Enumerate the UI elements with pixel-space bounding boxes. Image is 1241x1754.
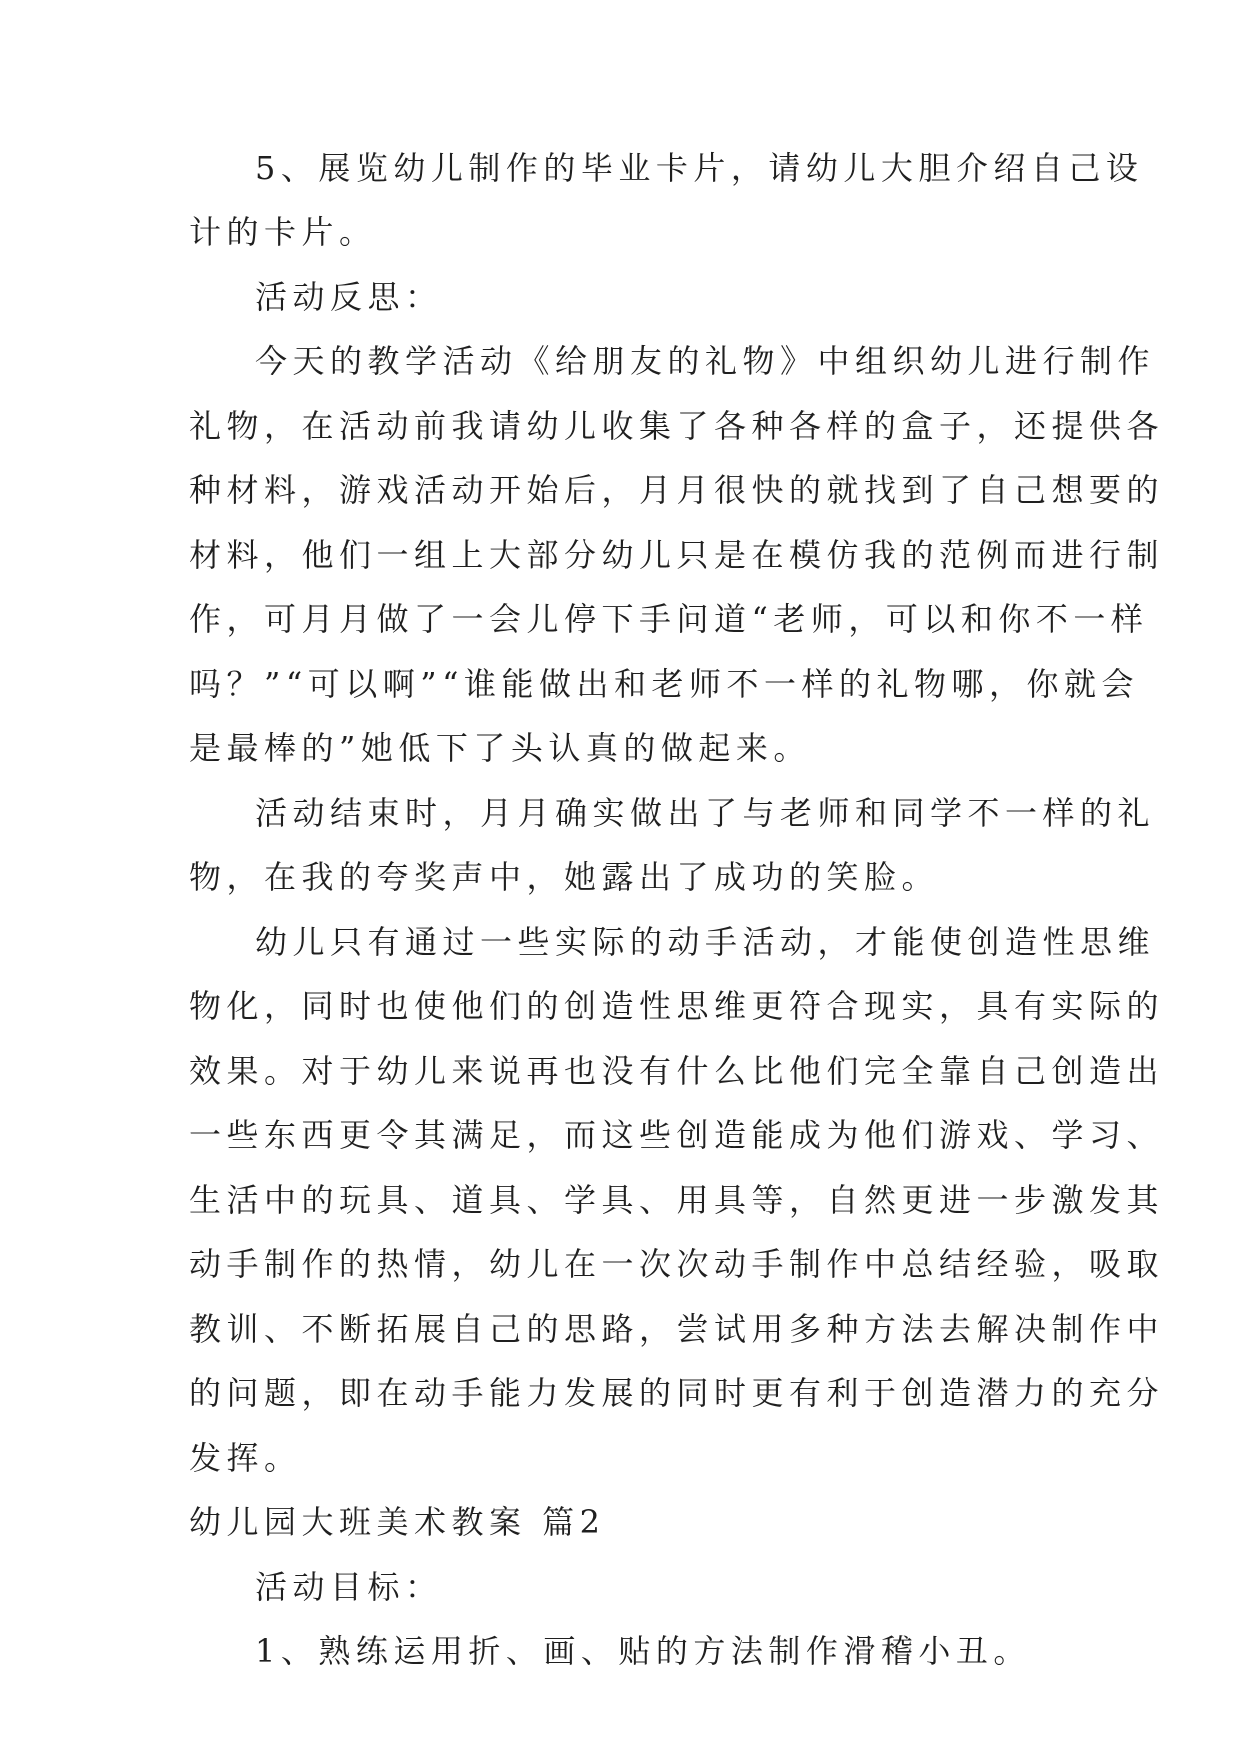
- paragraph-line: 的问题，即在动手能力发展的同时更有利于创造潜力的充分: [189, 1374, 1165, 1412]
- paragraph-line: 作，可月月做了一会儿停下手问道“老师，可以和你不一样: [189, 600, 1149, 638]
- paragraph-line: 礼物，在活动前我请幼儿收集了各种各样的盒子，还提供各: [189, 407, 1165, 445]
- paragraph-line: 动手制作的热情，幼儿在一次次动手制作中总结经验，吸取: [189, 1245, 1165, 1283]
- paragraph-line: 幼儿只有通过一些实际的动手活动，才能使创造性思维: [255, 923, 1156, 961]
- paragraph-line: 吗？”“可以啊”“谁能做出和老师不一样的礼物哪，你就会: [189, 665, 1139, 703]
- paragraph-line: 活动结束时，月月确实做出了与老师和同学不一样的礼: [255, 794, 1156, 832]
- paragraph-line: 一些东西更令其满足，而这些创造能成为他们游戏、学习、: [189, 1116, 1165, 1154]
- paragraph-line: 物，在我的夸奖声中，她露出了成功的笑脸。: [189, 858, 940, 896]
- paragraph-line: 5、展览幼儿制作的毕业卡片，请幼儿大胆介绍自己设: [255, 149, 1144, 187]
- document-title: 幼儿园大班美术教案 篇2: [189, 1503, 606, 1541]
- paragraph-line: 1、熟练运用折、画、贴的方法制作滑稽小丑。: [255, 1632, 1031, 1670]
- section-heading: 活动目标：: [255, 1568, 443, 1606]
- paragraph-line: 效果。对于幼儿来说再也没有什么比他们完全靠自己创造出: [189, 1052, 1165, 1090]
- section-heading: 活动反思：: [255, 278, 443, 316]
- paragraph-line: 生活中的玩具、道具、学具、用具等，自然更进一步激发其: [189, 1181, 1165, 1219]
- paragraph-line: 今天的教学活动《给朋友的礼物》中组织幼儿进行制作: [255, 342, 1156, 380]
- paragraph-line: 发挥。: [189, 1439, 302, 1477]
- paragraph-line: 是最棒的”她低下了头认真的做起来。: [189, 729, 811, 767]
- paragraph-line: 计的卡片。: [189, 213, 377, 251]
- paragraph-line: 材料，他们一组上大部分幼儿只是在模仿我的范例而进行制: [189, 536, 1165, 574]
- paragraph-line: 教训、不断拓展自己的思路，尝试用多种方法去解决制作中: [189, 1310, 1165, 1348]
- paragraph-line: 种材料，游戏活动开始后，月月很快的就找到了自己想要的: [189, 471, 1165, 509]
- paragraph-line: 物化，同时也使他们的创造性思维更符合现实，具有实际的: [189, 987, 1165, 1025]
